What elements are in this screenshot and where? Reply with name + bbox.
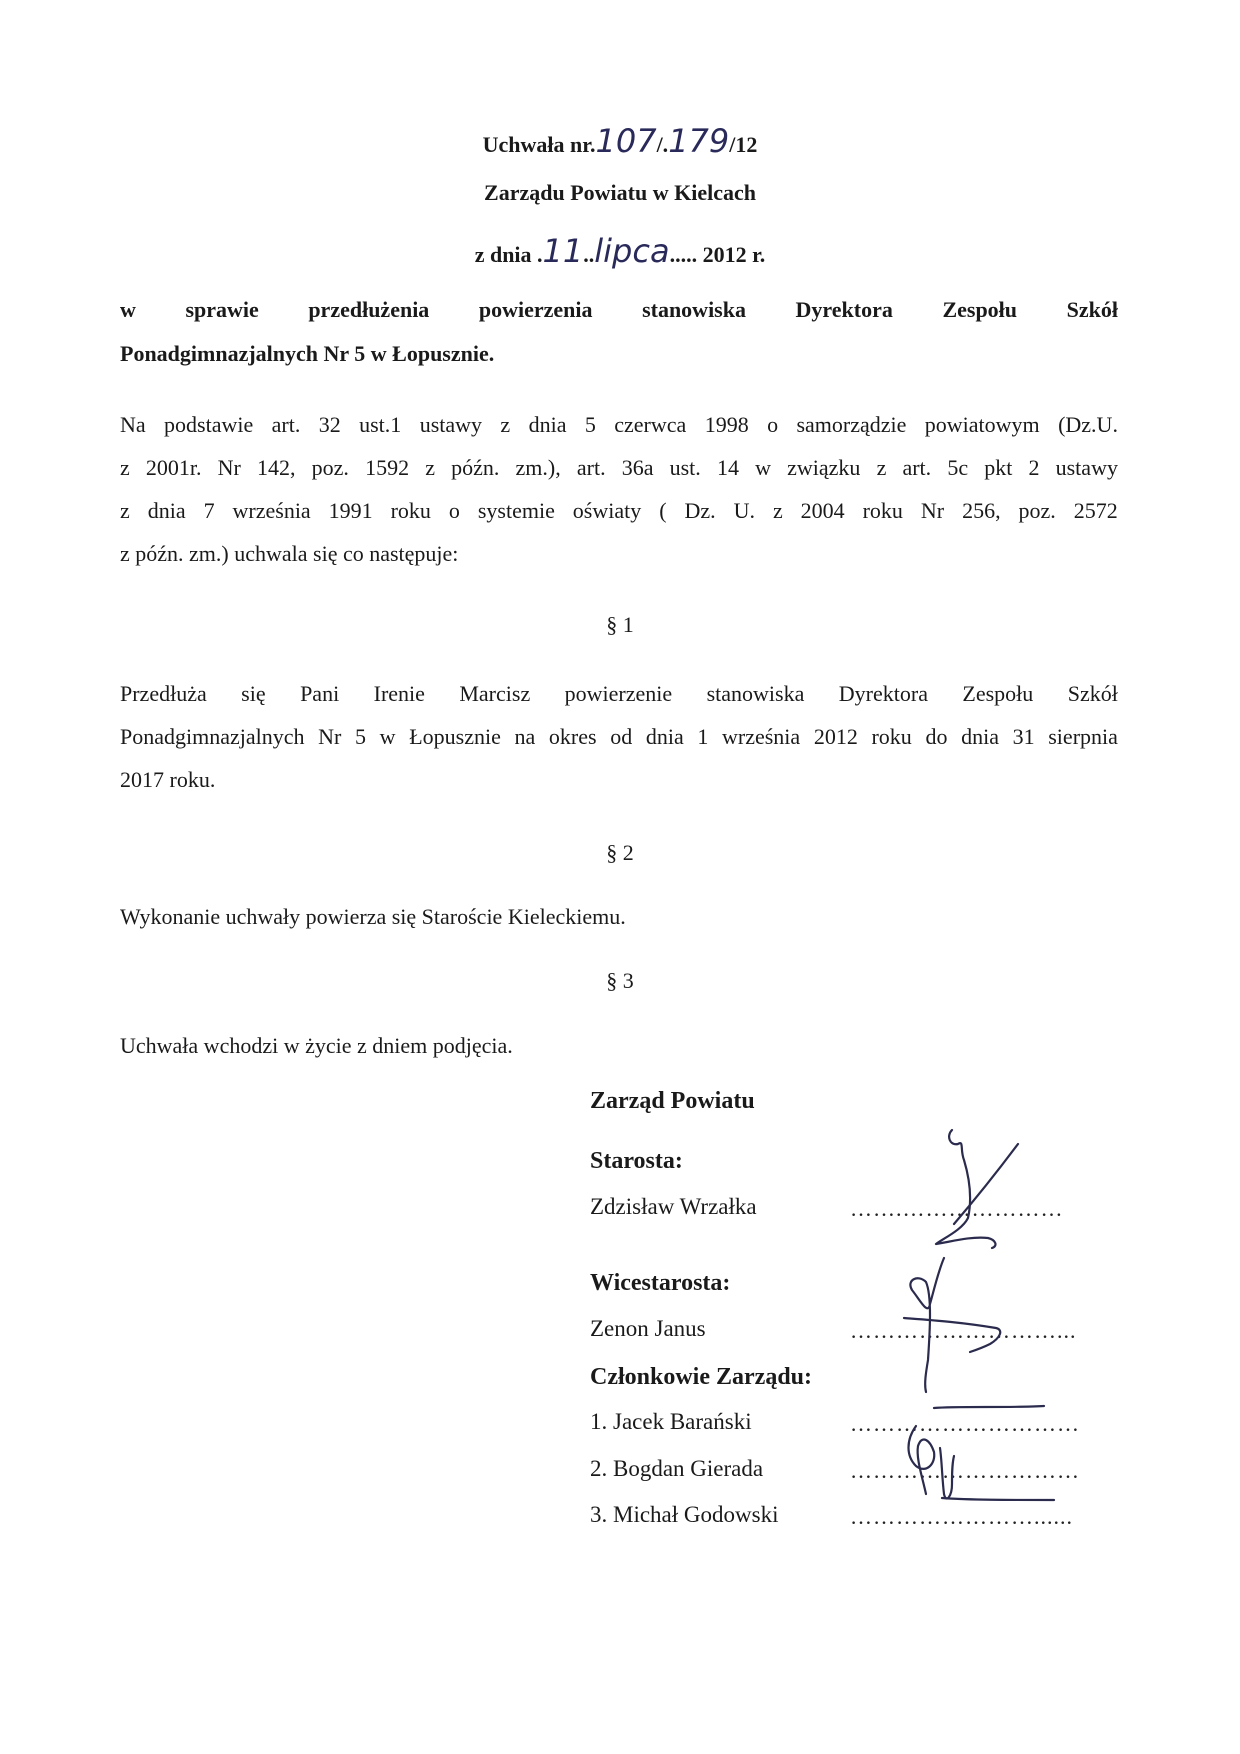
word: dnia — [147, 498, 186, 523]
word: późn. — [451, 455, 500, 480]
section-3-line: Uchwała wchodzi w życie z dniem podjęcia. — [120, 1033, 513, 1058]
word: roku — [862, 498, 903, 523]
word: 1 — [697, 724, 709, 749]
wicestarosta-label: Wicestarosta: — [590, 1270, 731, 1296]
member-signature-line: ………………………… — [850, 1458, 1080, 1483]
subject-word: sprawie — [185, 297, 259, 322]
wicestarosta-signature-hook — [904, 1318, 1000, 1352]
date-suffix: ..... 2012 r. — [669, 242, 766, 267]
word: dnia — [961, 724, 999, 749]
word: z — [120, 498, 130, 523]
word: art. — [271, 412, 301, 437]
word: Szkół — [1067, 681, 1118, 706]
members-label: Członkowie Zarządu: — [590, 1364, 812, 1390]
wicestarosta-name: Zenon Janus — [590, 1316, 706, 1341]
word: Marcisz — [459, 681, 531, 706]
word: Irenie — [373, 681, 425, 706]
legal-basis-line: z późn. zm.) uchwala się co następuje: — [120, 541, 459, 566]
word: roku — [871, 724, 912, 749]
word: z — [120, 455, 130, 480]
word: 5c — [947, 455, 969, 480]
word: w — [379, 724, 396, 749]
word: 2012 — [813, 724, 858, 749]
word: dnia — [645, 724, 684, 749]
member-signature-line: ………………………… — [850, 1411, 1080, 1436]
starosta-label: Starosta: — [590, 1148, 683, 1174]
word: związku — [787, 455, 861, 480]
member-signature-3 — [942, 1498, 1054, 1500]
word: zm.), — [515, 455, 561, 480]
word: 32 — [318, 412, 341, 437]
section-2-line: Wykonanie uchwały powierza się Staroście Kieleckiemu. — [120, 904, 626, 929]
member-name: 1. Jacek Barański — [590, 1409, 752, 1434]
word: z — [500, 412, 511, 437]
word: o — [448, 498, 460, 523]
wicestarosta-signature — [910, 1258, 944, 1392]
starosta-signature-line: …….………………… — [850, 1196, 1064, 1221]
word: Nr — [318, 724, 342, 749]
word: powiatowym — [924, 412, 1040, 437]
section-1-mark: § 1 — [606, 612, 634, 637]
word: (Dz.U. — [1058, 412, 1118, 437]
date-separator: .. — [583, 242, 595, 267]
word: poz. — [1018, 498, 1056, 523]
word: września — [722, 724, 801, 749]
title-prefix: Uchwała nr. — [482, 132, 596, 157]
board-name: Zarządu Powiatu w Kielcach — [484, 180, 756, 205]
word: 256, — [962, 498, 1001, 523]
word: 2 — [1028, 455, 1040, 480]
word: do — [925, 724, 948, 749]
subject-word: przedłużenia — [308, 297, 430, 322]
word: poz. — [311, 455, 349, 480]
word: ustawy — [1055, 455, 1118, 480]
wicestarosta-signature-line: ………………………... — [850, 1318, 1077, 1343]
handwritten-day: 11 — [542, 232, 584, 270]
subject-word: powierzenia — [478, 297, 593, 322]
word: od — [610, 724, 633, 749]
word: Przedłuża — [120, 681, 207, 706]
word: 142, — [257, 455, 296, 480]
member-signature-1 — [934, 1406, 1044, 1408]
word: z — [876, 455, 887, 480]
word: o — [767, 412, 779, 437]
section-2-mark: § 2 — [606, 840, 634, 865]
word: czerwca — [614, 412, 687, 437]
word: 14 — [716, 455, 739, 480]
handwritten-number-2: 179 — [668, 122, 730, 160]
word: podstawie — [164, 412, 254, 437]
word: się — [241, 681, 266, 706]
word: roku — [390, 498, 431, 523]
word: na — [514, 724, 536, 749]
title-suffix: /12 — [729, 132, 758, 157]
word: z — [772, 498, 783, 523]
word: samorządzie — [796, 412, 907, 437]
word: pkt — [984, 455, 1013, 480]
word: 5 — [584, 412, 596, 437]
starosta-signature — [936, 1130, 995, 1248]
word: 36a — [621, 455, 654, 480]
word: 7 — [203, 498, 215, 523]
word: 2001r. — [145, 455, 202, 480]
starosta-name: Zdzisław Wrzałka — [590, 1194, 757, 1219]
member-name: 3. Michał Godowski — [590, 1502, 779, 1527]
word: dnia — [528, 412, 567, 437]
word: Na — [120, 412, 146, 437]
section-3-mark: § 3 — [606, 968, 634, 993]
word: okres — [548, 724, 597, 749]
subject-word: Zespołu — [942, 297, 1018, 322]
word: Nr — [217, 455, 241, 480]
word: powierzenie — [564, 681, 673, 706]
board-heading: Zarząd Powiatu — [590, 1088, 755, 1114]
member-signature-2 — [909, 1426, 955, 1499]
word: 1998 — [704, 412, 749, 437]
subject-word: w — [120, 297, 136, 322]
word: Ponadgimnazjalnych — [120, 724, 305, 749]
word: Łopusznie — [409, 724, 501, 749]
subject-word: Dyrektora — [795, 297, 893, 322]
word: Dyrektora — [838, 681, 928, 706]
subject-line-2: Ponadgimnazjalnych Nr 5 w Łopusznie. — [120, 341, 495, 366]
word: U. — [733, 498, 755, 523]
date-prefix: z dnia . — [474, 242, 543, 267]
word: art. — [576, 455, 606, 480]
word: systemie — [477, 498, 555, 523]
subject-word: stanowiska — [642, 297, 746, 322]
word: oświaty — [572, 498, 642, 523]
word: 31 — [1012, 724, 1035, 749]
word: ( — [659, 498, 667, 523]
word: Pani — [300, 681, 340, 706]
section-1-line: 2017 roku. — [120, 767, 216, 792]
handwritten-month: lipca — [594, 232, 670, 270]
word: ustawy — [419, 412, 483, 437]
word: 1592 — [365, 455, 410, 480]
word: art. — [902, 455, 932, 480]
word: Zespołu — [962, 681, 1034, 706]
word: ust.1 — [359, 412, 402, 437]
word: Nr — [920, 498, 945, 523]
word: września — [232, 498, 311, 523]
word: 5 — [355, 724, 367, 749]
word: ust. — [669, 455, 701, 480]
word: z — [425, 455, 435, 480]
member-name: 2. Bogdan Gierada — [590, 1456, 764, 1481]
word: stanowiska — [706, 681, 805, 706]
word: w — [755, 455, 771, 480]
word: 1991 — [328, 498, 373, 523]
member-signature-line: ……………………...... — [850, 1504, 1073, 1529]
subject-word: Szkół — [1066, 297, 1118, 322]
handwritten-number: 107 — [595, 122, 657, 160]
title-separator: /. — [656, 132, 669, 157]
word: Dz. — [684, 498, 716, 523]
word: 2572 — [1073, 498, 1118, 523]
word: 2004 — [800, 498, 845, 523]
word: sierpnia — [1048, 724, 1118, 749]
